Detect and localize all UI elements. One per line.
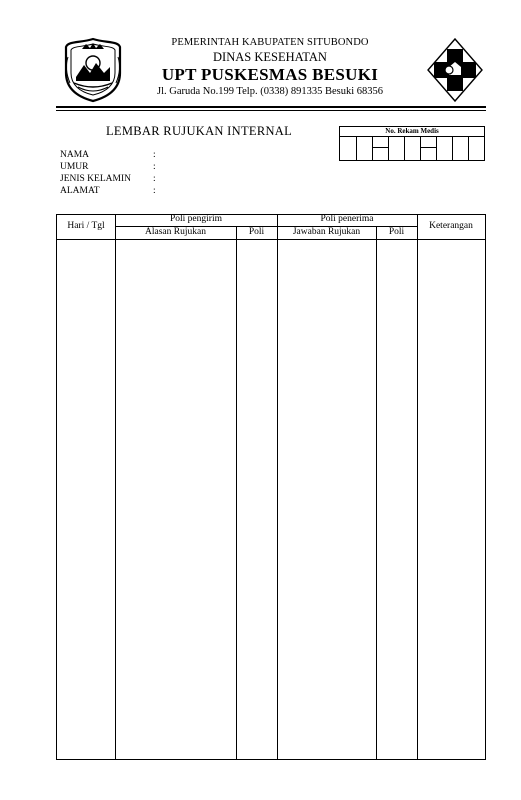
header-address-line: Jl. Garuda No.199 Telp. (0338) 891335 Besuki 68356	[157, 86, 383, 97]
field-colon-nama: :	[153, 150, 156, 160]
col-hari-tgl: Hari / Tgl	[67, 221, 105, 231]
header-government-line: PEMERINTAH KABUPATEN SITUBONDO	[171, 37, 369, 48]
col-poli-pengirim: Poli	[248, 227, 265, 237]
col-jawaban-rujukan: Jawaban Rujukan	[292, 227, 361, 237]
field-label-nama: NAMA	[60, 150, 90, 160]
field-label-alamat: ALAMAT	[60, 186, 100, 196]
col-poli-penerima: Poli	[388, 227, 405, 237]
group-poli-pengirim: Poli pengirim	[170, 214, 222, 224]
rekam-medis-label: No. Rekam Medis	[340, 127, 484, 137]
field-label-umur: UMUR	[60, 162, 89, 172]
form-title: LEMBAR RUJUKAN INTERNAL	[106, 124, 293, 138]
col-alasan-rujukan: Alasan Rujukan	[145, 227, 206, 237]
field-colon-umur: :	[153, 162, 156, 172]
header-institution-name: UPT PUSKESMAS BESUKI	[161, 65, 379, 84]
field-colon-alamat: :	[153, 186, 156, 196]
col-keterangan: Keterangan	[429, 221, 473, 231]
field-label-jenis-kelamin: JENIS KELAMIN	[60, 174, 131, 184]
group-poli-penerima: Poli penerima	[320, 214, 374, 224]
field-colon-jenis-kelamin: :	[153, 174, 156, 184]
header-department-line: DINAS KESEHATAN	[213, 50, 327, 64]
